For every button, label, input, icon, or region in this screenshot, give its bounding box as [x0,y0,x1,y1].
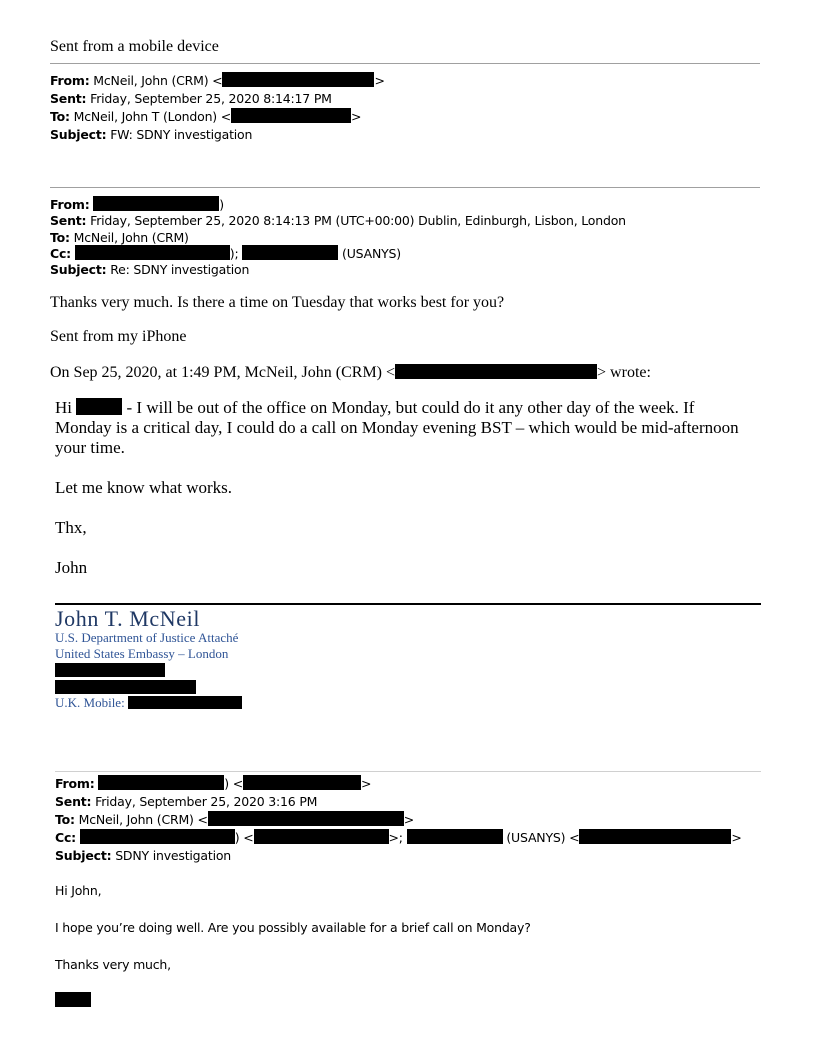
redaction-block [55,680,196,694]
header1-sent [50,90,332,108]
to-tail: > [403,812,415,827]
from-tail: > [374,73,385,88]
message-line-4: Let me know what works. [55,478,233,497]
message-line-5: Thx, [55,518,87,537]
message-line-3: your time. [55,438,125,457]
from-label: From: [50,73,90,88]
to-value: McNeil, John T (London) < [73,109,232,124]
redaction-block [395,364,597,379]
signature-divider [55,603,761,605]
message-line-6: John [55,558,88,577]
to-tail: > [351,109,362,124]
subject-value: Re: SDNY investigation [110,262,250,277]
redaction-block [254,829,389,844]
cc-tail: (USANYS) [342,246,401,261]
reply-signature: Sent from my iPhone [50,328,187,345]
cc-mid-1: ) < [234,830,254,845]
mobile-label: U.K. Mobile: [55,695,125,710]
redaction-block [407,829,503,844]
divider [50,187,760,188]
message-line-2: Monday is a critical day, I could do a call on Monday evening BST – which would be mid-afternoon [55,418,739,437]
signature-name: John T. McNeil [55,606,201,631]
message-line-1 [55,398,694,418]
header2-sent [50,212,626,230]
original-greeting: Hi John, [55,883,102,898]
redaction-block [93,196,219,211]
divider [50,63,760,64]
original-closing: Thanks very much, [55,957,171,972]
to-label: To: [55,812,75,827]
header1-to [50,108,361,126]
cc-label: Cc: [50,246,71,261]
from-label: From: [55,776,95,791]
greeting: Hi [55,398,72,417]
from-value: McNeil, John (CRM) < [93,73,223,88]
quote-suffix: > wrote: [597,364,651,381]
redaction-block [76,398,122,415]
cc-mid: ); [229,246,239,261]
header1-from [50,72,385,90]
redaction-block [208,811,404,826]
from-mid: ) < [224,776,244,791]
subject-label: Subject: [50,262,107,277]
redaction-block [579,829,731,844]
redaction-block [243,775,361,790]
header1-subject [50,126,252,144]
from-tail: ) [219,197,224,212]
redaction-block [231,108,351,123]
subject-label: Subject: [50,127,107,142]
header3-sent [55,793,317,811]
sent-value: Friday, September 25, 2020 8:14:13 PM (UTC+00:00) Dublin, Edinburgh, Lisbon, London [90,213,626,228]
header2-subject [50,261,249,279]
from-tail: > [361,776,372,791]
redaction-block [55,663,165,677]
quote-header [50,364,651,382]
redaction-block [75,245,230,260]
redaction-block [242,245,338,260]
divider [55,771,761,772]
message-text: - I will be out of the office on Monday, but could do it any other day of the week. If [126,398,695,417]
signature-title: U.S. Department of Justice Attaché [55,630,239,645]
signature-org: United States Embassy – London [55,646,229,661]
to-value: McNeil, John (CRM) < [78,812,208,827]
signature-mobile [55,695,242,711]
cc-label: Cc: [55,830,76,845]
sent-value: Friday, September 25, 2020 3:16 PM [95,794,318,809]
original-body: I hope you’re doing well. Are you possibly available for a brief call on Monday? [55,920,531,935]
subject-value: FW: SDNY investigation [110,127,253,142]
subject-label: Subject: [55,848,112,863]
to-label: To: [50,109,70,124]
redaction-block [128,696,242,709]
mobile-note: Sent from a mobile device [50,38,219,55]
sent-label: Sent: [50,91,87,106]
redaction-block [80,829,235,844]
to-value: McNeil, John (CRM) [73,230,189,245]
reply-line: Thanks very much. Is there a time on Tuesday that works best for you? [50,294,505,311]
to-label: To: [50,230,70,245]
header3-from [55,775,371,793]
sent-label: Sent: [55,794,92,809]
header3-to [55,811,414,829]
subject-value: SDNY investigation [115,848,232,863]
cc-mid-3: (USANYS) < [506,830,580,845]
redaction-block [222,72,374,87]
cc-tail: > [731,830,742,845]
cc-mid-2: >; [388,830,403,845]
redaction-block [55,992,91,1007]
header3-cc [55,829,742,847]
sent-value: Friday, September 25, 2020 8:14:17 PM [90,91,332,106]
sent-label: Sent: [50,213,87,228]
from-label: From: [50,197,90,212]
redaction-block [98,775,224,790]
header3-subject [55,847,231,865]
quote-prefix: On Sep 25, 2020, at 1:49 PM, McNeil, John (CRM) < [50,364,396,381]
